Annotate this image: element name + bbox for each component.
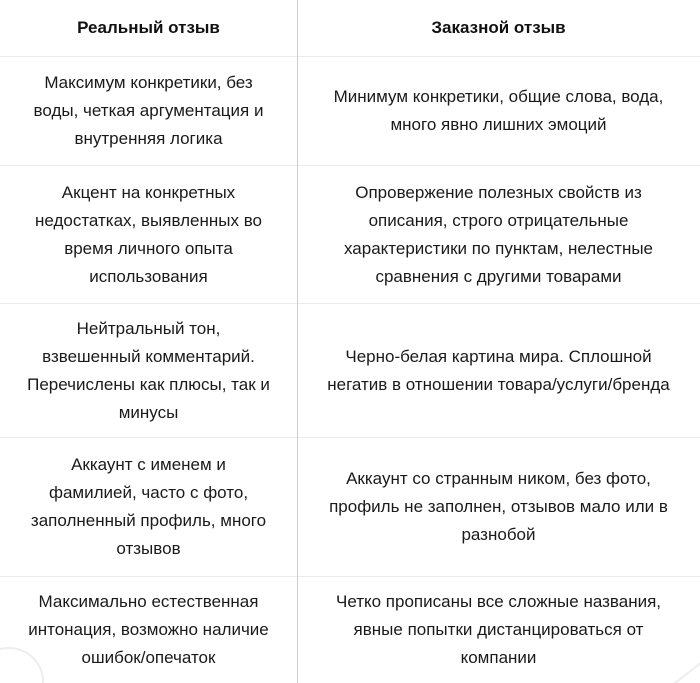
table-cell-real-tone: Нейтральный тон, взвешенный комментарий. Перечислены как плюсы, так и минусы (0, 304, 297, 438)
table-cell-real-account: Аккаунт с именем и фамилией, часто с фото, заполненный профиль, много отзывов (0, 438, 297, 577)
table-cell-fake-drawbacks: Опровержение полезных свойств из описания, строго отрицательные характеристики по пунктам, нелестные сравнения с другими товарами (297, 166, 700, 304)
table-cell-fake-intonation: Четко прописаны все сложные названия, явные попытки дистанцироваться от компании (335, 592, 662, 667)
table-cell-fake-account: Аккаунт со странным ником, без фото, профиль не заполнен, отзывов мало или в разнобой (297, 438, 700, 577)
table-cell-real-drawbacks: Акцент на конкретных недостатках, выявленных во время личного опыта использования (0, 166, 297, 304)
column-header-real-review: Реальный отзыв (0, 0, 297, 57)
table-cell-fake-specificity: Минимум конкретики, общие слова, вода, много явно лишних эмоций (297, 57, 700, 166)
table-cell-real-specificity: Максимум конкретики, без воды, четкая аргументация и внутренняя логика (0, 57, 297, 166)
column-divider (297, 0, 298, 683)
table-cell-fake-tone: Черно-белая картина мира. Сплошной негатив в отношении товара/услуги/бренда (297, 304, 700, 438)
column-header-fake-review: Заказной отзыв (297, 0, 700, 57)
table-cell-real-intonation: Максимально естественная интонация, возможно наличие ошибок/опечаток (28, 592, 269, 667)
